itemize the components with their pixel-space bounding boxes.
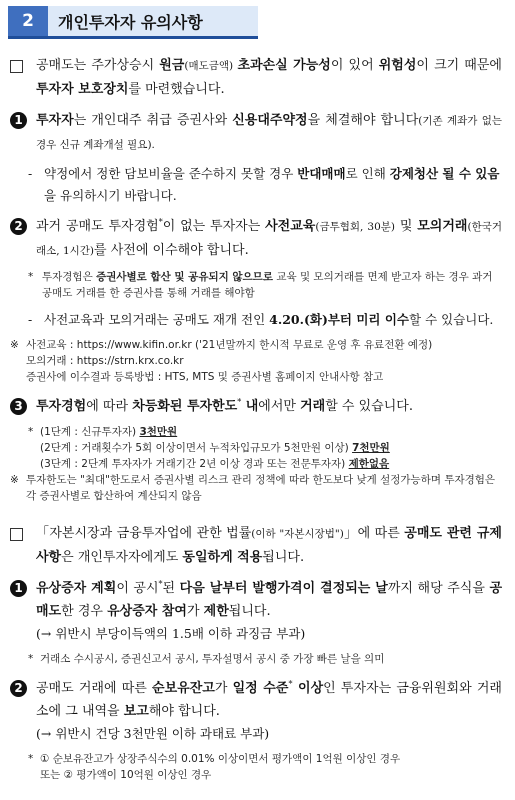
bold-text: 공매도 관련 규제사항 [36, 526, 502, 565]
number-circle-icon: 2 [10, 680, 27, 697]
text: 약정에서 정한 담보비율을 준수하지 못할 경우 [44, 166, 298, 181]
text: 됩니다. [228, 604, 271, 619]
text: 이 크기 때문에 [416, 58, 502, 73]
bold-text: 순보유잔고 [152, 681, 215, 696]
footnote-mark: * [158, 579, 163, 589]
text: 공매도 거래에 따른 [36, 681, 153, 696]
footnote-mark: * [237, 397, 242, 407]
small-text: (한국거래소, 1시간) [36, 221, 503, 257]
bold-text: 신용대주약정 [232, 113, 308, 128]
penalty-text: (→ 위반시 부당이득액의 1.5배 이하 과징금 부과) [36, 626, 306, 641]
text: 할 수 있습니다. [325, 399, 413, 414]
section-number: 2 [8, 6, 48, 36]
bold-text: 초과손실 가능성 [237, 58, 331, 73]
small-text: (기존 계좌가 없는 경우 신규 계좌개설 필요). [36, 115, 502, 151]
footnote-mark: * [28, 271, 34, 283]
number-circle-icon: 1 [10, 112, 27, 129]
bold-text: 원금 [159, 58, 185, 73]
text: 를 사전에 이수해야 합니다. [94, 243, 249, 258]
s1-item-2-note [10, 269, 502, 301]
text: 인 투자자는 금융위원회와 거래소에 그 내역을 [36, 681, 502, 719]
footnote-mark: * [28, 426, 34, 438]
text: 가 [214, 681, 233, 696]
bold-text: 동일하게 적용 [182, 550, 263, 565]
bold-text: 보고 [123, 704, 149, 719]
small-text: (매도금액) [184, 60, 238, 72]
bold-text: 투자자 [36, 113, 74, 128]
bold-text: 위험성 [378, 58, 417, 73]
penalty-text: (→ 위반시 건당 3천만원 이하 과태료 부과) [36, 726, 270, 741]
threshold-line-2: 또는 ② 평가액이 10억원 이상인 경우 [40, 769, 212, 781]
bold-text: 증권사별로 합산 및 공유되지 않으므로 [96, 271, 273, 283]
text: 할 수 있습니다. [409, 312, 494, 327]
section-header [8, 6, 258, 39]
footnote-mark: * [28, 653, 34, 665]
text: 해야 합니다. [148, 704, 220, 719]
s2-intro [10, 522, 502, 569]
text: 이 있어 [330, 58, 379, 73]
text: 투자경험은 [42, 271, 97, 283]
text: 까지 해당 주식을 [387, 581, 490, 596]
text: 을 유의하시기 바랍니다. [44, 188, 177, 203]
limit-note-text: 투자한도는 "최대"한도로서 증권사별 리스크 관리 정책에 따라 한도보다 낮게 설정가능하며 투자경험은 각 증권사별로 합산하여 계산되지 않음 [26, 474, 496, 502]
tier-3: (3단계 : 2단계 투자자가 거래기간 2년 이상 경과 또는 전문투자자) 제한없음 [40, 458, 390, 470]
document-body [10, 54, 502, 783]
kifin-link-line[interactable]: 사전교육 : https://www.kifin.or.kr ('21년말까지 한시적 무료로 운영 후 유료전환 예정) [26, 339, 433, 351]
text: 는 개인대주 취급 증권사와 [73, 113, 233, 128]
text: 」에 따른 [343, 526, 405, 541]
footnote-mark: * [288, 679, 293, 689]
bold-text: 4.20.(화)부터 미리 이수 [269, 312, 410, 327]
text: 사전교육과 모의거래는 공매도 재개 전인 [44, 312, 270, 327]
text: 공매도는 주가상승시 [36, 58, 160, 73]
bold-text: 다음 날부터 발행가격이 결정되는 날 [179, 581, 388, 596]
bold-text: 투자경험 [36, 399, 87, 414]
s2-item-1-note [10, 651, 502, 667]
bold-text: 공매도 [36, 581, 503, 619]
small-text: (이하 "자본시장법") [251, 528, 344, 540]
number-circle-icon: 2 [10, 218, 27, 235]
registration-method-line: 증권사에 이수결과 등록방법 : HTS, MTS 및 증권사별 홈페이지 안내사항 참고 [26, 371, 384, 383]
s1-limit-note [10, 472, 502, 504]
text: 은 개인투자자에게도 [61, 550, 183, 565]
text: 및 [395, 219, 418, 234]
text: 됩니다. [262, 550, 305, 565]
number-circle-icon: 3 [10, 398, 27, 415]
text: 이 없는 투자자는 [162, 219, 266, 234]
square-bullet-icon [10, 54, 36, 81]
text: 이 공시 [116, 581, 159, 596]
text: 을 체결해야 합니다 [307, 113, 419, 128]
footnote-mark: * [28, 753, 34, 765]
text: 에서만 [258, 399, 301, 414]
bold-text: 사전교육 [265, 219, 316, 234]
s1-item-3-tiers [10, 424, 502, 472]
s1-reference-links [10, 337, 502, 385]
text: 가 [186, 604, 204, 619]
tier-1: (1단계 : 신규투자자) 3천만원 [40, 426, 178, 438]
text: 「자본시장과 금융투자업에 관한 법률 [36, 526, 252, 541]
s1-item-1-dash [10, 163, 502, 207]
small-text: (금투협회, 30분) [315, 221, 396, 233]
bold-text: 반대매매 [297, 166, 346, 181]
text: 된 [162, 581, 180, 596]
threshold-line-1: ① 순보유잔고가 상장주식수의 0.01% 이상이면서 평가액이 1억원 이상인 경우 [40, 753, 401, 765]
dash-bullet: - [28, 312, 33, 327]
bold-text: 유상증자 계획 [36, 581, 117, 596]
reference-mark: ※ [10, 339, 19, 351]
krx-link-line[interactable]: 모의거래 : https://strn.krx.co.kr [26, 355, 184, 367]
bold-text: 유상증자 참여 [107, 604, 187, 619]
tier-2: (2단계 : 거래횟수가 5회 이상이면서 누적차입규모가 5천만원 이상) 7천만원 [40, 442, 390, 454]
text: 에 따라 [86, 399, 133, 414]
s2-item-2-note [10, 751, 502, 783]
bold-text: 일정 수준 [232, 681, 289, 696]
number-circle-icon: 1 [10, 580, 27, 597]
dash-bullet: - [28, 166, 33, 181]
s1-item-1 [10, 109, 502, 157]
text: 과거 공매도 투자경험 [36, 219, 159, 234]
s1-item-3 [10, 395, 502, 418]
section-title: 개인투자자 유의사항 [48, 6, 258, 36]
s1-intro [10, 54, 502, 101]
reference-mark: ※ [10, 474, 19, 486]
bold-text: 제한 [203, 604, 229, 619]
footnote-mark: * [158, 217, 163, 227]
bold-text: 모의거래 [417, 219, 468, 234]
text: 로 인해 [345, 166, 390, 181]
s2-item-2 [10, 677, 502, 745]
s2-item-1 [10, 577, 502, 645]
bold-text: 강제청산 될 수 있음 [389, 166, 500, 181]
bold-text: 투자자 보호장치 [36, 82, 129, 97]
text: 교육 및 모의거래를 면제 받고자 하는 경우 과거 공매도 거래를 한 증권사를 통해 거래를 해야함 [42, 271, 493, 299]
bold-text: 이상 [292, 681, 324, 696]
square-bullet-icon [10, 522, 36, 549]
s1-item-2 [10, 215, 502, 263]
text: 한 경우 [61, 604, 108, 619]
bold-text: 거래 [300, 399, 326, 414]
bold-text: 내 [241, 399, 259, 414]
note-text: 거래소 수시공시, 증권신고서 공시, 투자설명서 공시 중 가장 빠른 날을 의미 [40, 653, 385, 665]
bold-text: 차등화된 투자한도 [132, 399, 238, 414]
text: 를 마련했습니다. [128, 82, 225, 97]
s1-item-2-dash [10, 309, 502, 331]
